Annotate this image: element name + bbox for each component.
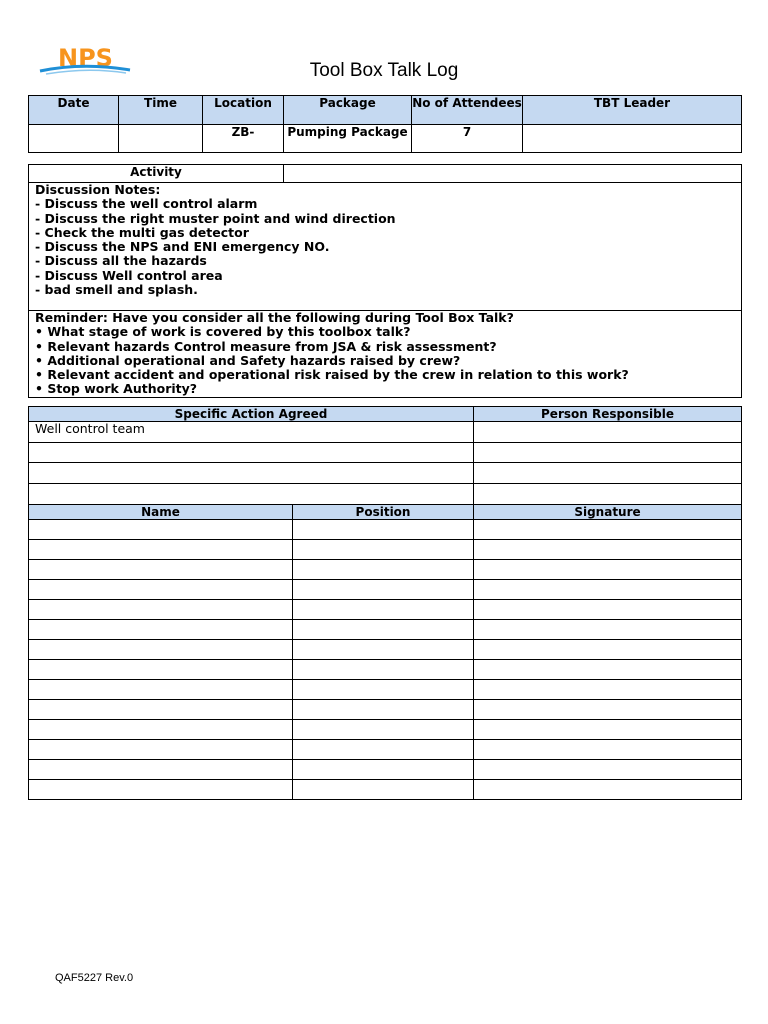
attendee-row: [29, 680, 742, 700]
name-cell[interactable]: [29, 600, 293, 620]
action-table: [28, 406, 742, 505]
discussion-line: - Discuss the NPS and ENI emergency NO.: [35, 239, 330, 255]
header-tbt-leader: TBT Leader: [523, 96, 742, 125]
position-cell[interactable]: [293, 720, 474, 740]
attendee-row: [29, 540, 742, 560]
signature-cell[interactable]: [474, 680, 742, 700]
responsible-cell[interactable]: [474, 484, 742, 505]
position-cell[interactable]: [293, 680, 474, 700]
position-cell[interactable]: [293, 780, 474, 800]
position-cell[interactable]: [293, 740, 474, 760]
name-cell[interactable]: [29, 640, 293, 660]
discussion-line: - Discuss all the hazards: [35, 253, 207, 269]
time-value[interactable]: [119, 125, 203, 153]
name-cell[interactable]: [29, 660, 293, 680]
name-cell[interactable]: [29, 680, 293, 700]
attendee-row: [29, 740, 742, 760]
name-cell[interactable]: [29, 740, 293, 760]
attendee-row: [29, 600, 742, 620]
name-cell[interactable]: [29, 540, 293, 560]
position-cell[interactable]: [293, 700, 474, 720]
responsible-cell[interactable]: [474, 422, 742, 443]
name-cell[interactable]: [29, 700, 293, 720]
position-cell[interactable]: [293, 540, 474, 560]
header-package: Package: [284, 96, 412, 125]
header-specific-action: Specific Action Agreed: [29, 407, 474, 422]
signature-cell[interactable]: [474, 760, 742, 780]
header-signature: Signature: [474, 505, 742, 520]
signature-cell[interactable]: [474, 560, 742, 580]
attendee-row: [29, 760, 742, 780]
header-attendees-count: No of Attendees: [412, 96, 523, 125]
location-value[interactable]: ZB-: [203, 125, 284, 153]
name-cell[interactable]: [29, 560, 293, 580]
name-cell[interactable]: [29, 620, 293, 640]
info-table: [28, 95, 742, 153]
page-title: Tool Box Talk Log: [309, 60, 459, 81]
header-location: Location: [203, 96, 284, 125]
discussion-line: - Discuss the well control alarm: [35, 196, 258, 212]
action-cell[interactable]: [29, 463, 474, 484]
header-time: Time: [119, 96, 203, 125]
activity-table: [28, 164, 742, 398]
reminder-line: Reminder: Have you consider all the following during Tool Box Talk?: [35, 310, 514, 325]
responsible-cell[interactable]: [474, 463, 742, 484]
reminder-line: • Relevant hazards Control measure from JSA & risk assessment?: [35, 338, 497, 354]
responsible-cell[interactable]: [474, 443, 742, 463]
name-cell[interactable]: [29, 760, 293, 780]
name-cell[interactable]: [29, 720, 293, 740]
logo-text: NPS: [58, 44, 113, 72]
discussion-line: - Check the multi gas detector: [35, 224, 249, 240]
attendee-row: [29, 580, 742, 600]
position-cell[interactable]: [293, 620, 474, 640]
reminder-line: • Additional operational and Safety hazards raised by crew?: [35, 352, 461, 368]
reminder-notes: [29, 311, 742, 398]
package-value[interactable]: Pumping Package: [284, 125, 412, 153]
attendee-table: [28, 504, 742, 800]
attendee-row: [29, 700, 742, 720]
header-person-responsible: Person Responsible: [474, 407, 742, 422]
header-position: Position: [293, 505, 474, 520]
signature-cell[interactable]: [474, 620, 742, 640]
name-cell[interactable]: [29, 780, 293, 800]
attendee-row: [29, 560, 742, 580]
date-value[interactable]: [29, 125, 119, 153]
action-cell[interactable]: [29, 443, 474, 463]
signature-cell[interactable]: [474, 520, 742, 540]
signature-cell[interactable]: [474, 640, 742, 660]
discussion-line: - bad smell and splash.: [35, 282, 198, 298]
signature-cell[interactable]: [474, 600, 742, 620]
tbt-leader-value[interactable]: [523, 125, 742, 153]
discussion-notes: [29, 183, 742, 311]
signature-cell[interactable]: [474, 580, 742, 600]
position-cell[interactable]: [293, 600, 474, 620]
position-cell[interactable]: [293, 640, 474, 660]
signature-cell[interactable]: [474, 780, 742, 800]
attendees-count-value[interactable]: 7: [412, 125, 523, 153]
position-cell[interactable]: [293, 660, 474, 680]
reminder-line: • What stage of work is covered by this toolbox talk?: [35, 324, 411, 340]
discussion-line: - Discuss the right muster point and wind direction: [35, 210, 396, 226]
attendee-row: [29, 640, 742, 660]
reminder-line: • Stop work Authority?: [35, 381, 198, 397]
activity-value[interactable]: [284, 165, 742, 183]
attendee-row: [29, 620, 742, 640]
action-cell[interactable]: [29, 484, 474, 505]
position-cell[interactable]: [293, 760, 474, 780]
document-code: QAF5227 Rev.0: [55, 972, 134, 984]
signature-cell[interactable]: [474, 740, 742, 760]
signature-cell[interactable]: [474, 660, 742, 680]
attendee-row: [29, 780, 742, 800]
discussion-line: Discussion Notes:: [35, 182, 161, 197]
header-name: Name: [29, 505, 293, 520]
header-date: Date: [29, 96, 119, 125]
signature-cell[interactable]: [474, 540, 742, 560]
name-cell[interactable]: [29, 520, 293, 540]
attendee-row: [29, 720, 742, 740]
attendee-row: [29, 660, 742, 680]
reminder-line: • Relevant accident and operational risk raised by the crew in relation to this work?: [35, 367, 629, 383]
activity-label: Activity: [29, 165, 284, 183]
name-cell[interactable]: [29, 580, 293, 600]
discussion-line: - Discuss Well control area: [35, 267, 223, 283]
position-cell[interactable]: [293, 580, 474, 600]
position-cell[interactable]: [293, 560, 474, 580]
position-cell[interactable]: [293, 520, 474, 540]
signature-cell[interactable]: [474, 720, 742, 740]
attendee-row: [29, 520, 742, 540]
action-cell[interactable]: Well control team: [29, 422, 474, 443]
signature-cell[interactable]: [474, 700, 742, 720]
